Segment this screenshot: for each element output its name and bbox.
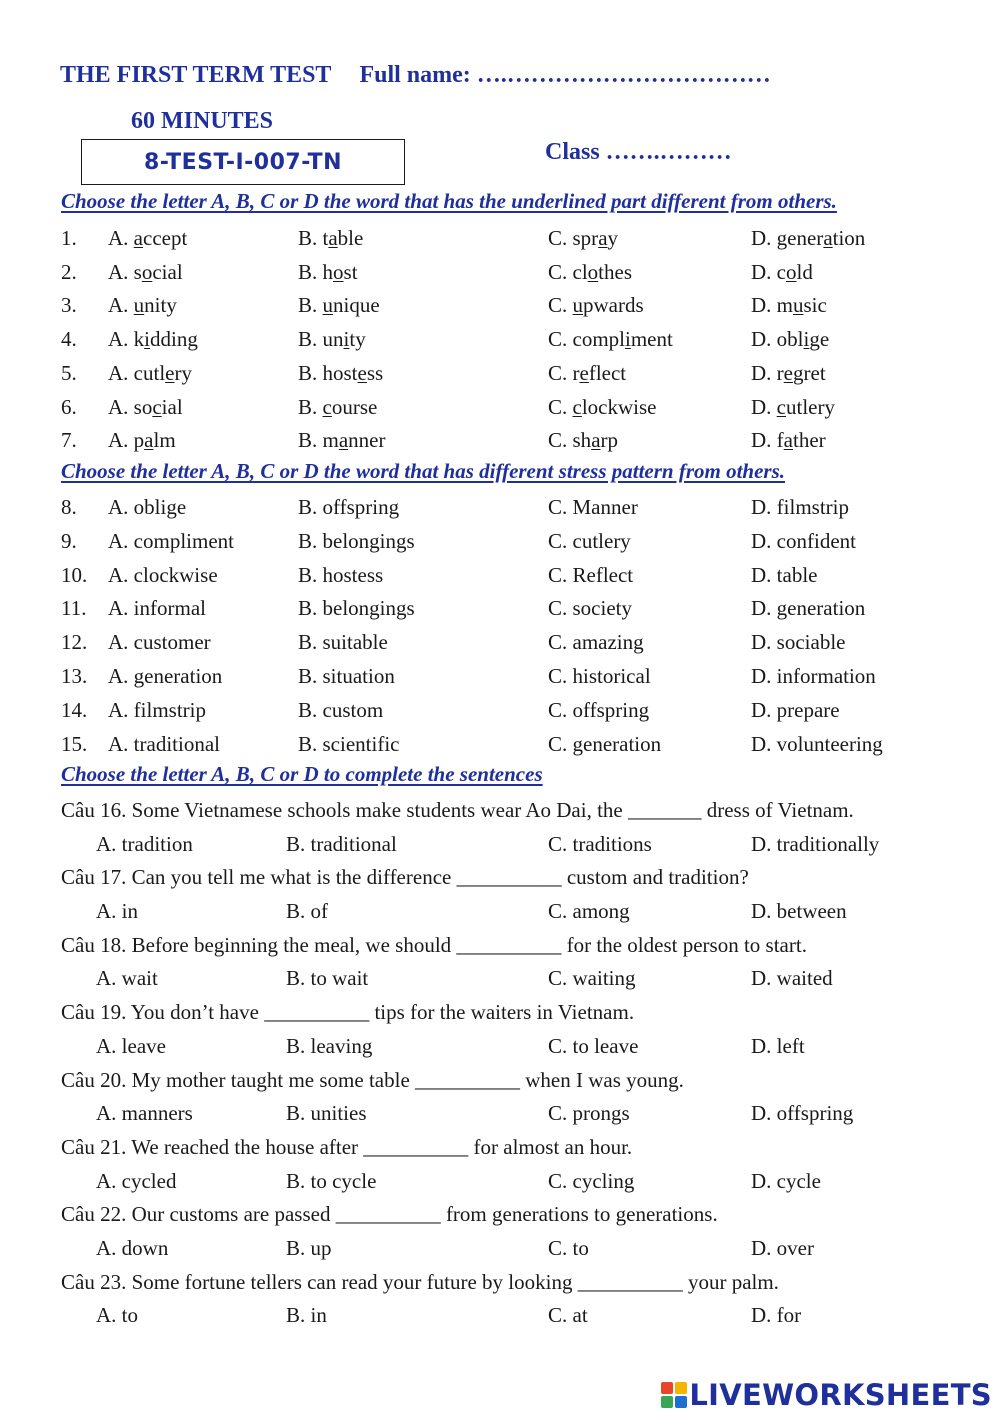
option-d: D. prepare	[751, 697, 840, 722]
option-d: D. confident	[751, 528, 856, 553]
option-a: A. traditional	[108, 731, 220, 756]
option-prefix: B. un	[298, 327, 344, 352]
logo-tile	[661, 1382, 673, 1394]
option-c: C. generation	[548, 731, 662, 756]
option-c: C. society	[548, 596, 632, 621]
option-prefix: A. s	[108, 259, 142, 284]
underlined-letters: e	[357, 360, 367, 385]
option-prefix: D. r	[751, 360, 784, 385]
question-number: 8.	[61, 495, 77, 519]
option-prefix: A.	[108, 293, 134, 318]
logo-tile	[675, 1382, 687, 1394]
test-duration: 60 MINUTES	[131, 108, 274, 134]
option-c	[548, 395, 657, 420]
logo-tile	[661, 1396, 673, 1408]
question-row	[0, 327, 1000, 357]
option-prefix: B. h	[298, 259, 334, 284]
option-c: C. among	[548, 898, 630, 923]
option-a: A. clockwise	[108, 562, 218, 587]
option-b	[298, 226, 363, 251]
option-d	[751, 395, 835, 420]
answer-options-row	[0, 1303, 1000, 1333]
option-prefix: C. compl	[548, 327, 625, 352]
question-number: 9.	[61, 528, 77, 553]
option-a: A. generation	[108, 664, 223, 688]
underlined-letters: u	[572, 293, 584, 318]
option-prefix: B.	[298, 293, 323, 318]
option-prefix: C. spr	[548, 226, 599, 250]
question-row	[0, 698, 1000, 728]
option-c: C. cutlery	[548, 528, 631, 553]
option-c	[548, 293, 644, 318]
full-name-field: Full name: ….……………………………	[359, 62, 771, 88]
option-b: B. custom	[298, 697, 384, 722]
liveworksheets-logo-icon	[661, 1382, 687, 1408]
question-text: Câu 17. Can you tell me what is the difference __________ custom and tradition?	[61, 865, 749, 890]
option-suffix: sic	[803, 293, 827, 318]
underlined-letters: e	[579, 360, 589, 385]
option-d: D. over	[751, 1235, 814, 1260]
option-prefix: D. c	[751, 259, 786, 284]
option-b: B. belongings	[298, 596, 415, 621]
question-row	[0, 529, 1000, 559]
option-suffix: nity	[144, 293, 177, 318]
answer-options-row	[0, 1169, 1000, 1199]
answer-options-row	[0, 832, 1000, 862]
underlined-letters: c	[776, 394, 786, 419]
option-d: D. sociable	[751, 630, 846, 655]
question-row	[0, 563, 1000, 593]
underlined-letters: e	[165, 360, 175, 385]
option-prefix: D. m	[751, 293, 793, 318]
underlined-letters: a	[338, 428, 349, 453]
option-suffix: thes	[598, 259, 632, 284]
question-row	[0, 293, 1000, 323]
option-prefix: C. cl	[548, 259, 588, 284]
option-d: D. between	[751, 898, 847, 923]
option-c: C. to leave	[548, 1033, 639, 1058]
option-c: C. cycling	[548, 1168, 635, 1193]
underlined-letters: i	[144, 327, 151, 352]
option-suffix: lockwise	[581, 394, 657, 419]
option-b: B. to cycle	[286, 1168, 377, 1193]
option-c	[548, 361, 626, 386]
option-b	[298, 361, 383, 386]
option-prefix: B.	[298, 394, 323, 419]
option-c: C. traditions	[548, 831, 652, 856]
question-number: 5.	[61, 360, 77, 385]
option-d: D. cycle	[751, 1168, 821, 1193]
option-a	[108, 260, 183, 285]
option-a: A. filmstrip	[108, 697, 206, 722]
underlined-letters: o	[786, 259, 797, 284]
option-b: B. in	[286, 1303, 327, 1328]
option-b: B. up	[286, 1235, 332, 1260]
brand-name: LIVEWORKSHEETS	[689, 1378, 992, 1412]
option-a: A. tradition	[96, 831, 193, 856]
section-instruction-pronunciation: Choose the letter A, B, C or D the word that has the underlined part different from others.	[61, 189, 837, 213]
option-c: C. waiting	[548, 966, 636, 991]
question-text: Câu 20. My mother taught me some table __________ when I was young.	[61, 1067, 684, 1092]
underlined-letters: o	[587, 259, 599, 284]
option-d	[751, 226, 865, 251]
option-a	[108, 428, 176, 453]
question-row	[0, 395, 1000, 425]
option-prefix: A.	[108, 226, 134, 250]
answer-options-row	[0, 1236, 1000, 1266]
option-d: D. waited	[751, 966, 833, 991]
option-prefix: C.	[548, 293, 573, 318]
option-c: C. Manner	[548, 495, 638, 519]
option-b	[298, 428, 386, 453]
option-a: A. manners	[96, 1101, 193, 1126]
option-suffix: ourse	[331, 394, 378, 419]
question-text: Câu 19. You don’t have __________ tips for the waiters in Vietnam.	[61, 1000, 635, 1025]
class-field: Class …….………	[545, 139, 732, 165]
option-prefix: D. gener	[751, 226, 824, 250]
option-prefix: C. r	[548, 360, 580, 385]
underlined-letters: i	[343, 327, 350, 352]
option-a: A. cycled	[96, 1168, 177, 1193]
question-number: 13.	[61, 664, 88, 688]
option-a: A. compliment	[108, 528, 234, 553]
option-c: C. Reflect	[548, 562, 634, 587]
option-d: D. information	[751, 664, 876, 688]
option-c: C. to	[548, 1235, 589, 1260]
option-b: B. leaving	[286, 1033, 373, 1058]
option-suffix: ment	[630, 327, 673, 352]
section-instruction-stress: Choose the letter A, B, C or D the word that has different stress pattern from others.	[61, 459, 786, 483]
option-c	[548, 428, 618, 453]
option-b	[298, 260, 358, 285]
option-d	[751, 260, 813, 285]
option-a	[108, 293, 177, 318]
option-a	[108, 327, 198, 352]
option-suffix: nique	[333, 293, 380, 318]
option-prefix: B. m	[298, 428, 339, 453]
option-prefix: C.	[548, 394, 573, 419]
underlined-letters: c	[152, 394, 162, 419]
question-text: Câu 16. Some Vietnamese schools make students wear Ao Dai, the _______ dress of Vietnam.	[61, 798, 854, 822]
option-prefix: A. so	[108, 394, 153, 419]
option-d: D. filmstrip	[751, 495, 849, 519]
question-number: 7.	[61, 428, 77, 453]
question-number: 14.	[61, 697, 88, 722]
option-prefix: A. p	[108, 428, 145, 453]
option-d	[751, 428, 826, 453]
option-suffix: st	[343, 259, 358, 284]
underlined-letters: u	[133, 293, 145, 318]
question-text: Câu 22. Our customs are passed __________ from generations to generations.	[61, 1202, 718, 1227]
option-suffix: ble	[337, 226, 364, 250]
option-c: C. at	[548, 1303, 588, 1328]
option-suffix: ial	[161, 394, 183, 419]
option-prefix: B. t	[298, 226, 329, 250]
question-row	[0, 630, 1000, 660]
option-suffix: nner	[348, 428, 386, 453]
underlined-letters: a	[144, 428, 154, 453]
option-d: D. offspring	[751, 1101, 854, 1126]
option-c	[548, 260, 632, 285]
test-title: THE FIRST TERM TEST	[60, 62, 332, 88]
option-suffix: ge	[809, 327, 830, 352]
option-prefix: D. f	[751, 428, 784, 453]
underlined-letters: a	[133, 226, 143, 250]
option-prefix: B. host	[298, 360, 358, 385]
option-suffix: ry	[174, 360, 192, 385]
option-b: B. situation	[298, 664, 395, 688]
option-suffix: ld	[796, 259, 813, 284]
option-b: B. to wait	[286, 966, 369, 991]
question-text: Câu 21. We reached the house after __________ for almost an hour.	[61, 1135, 633, 1159]
option-suffix: gret	[793, 360, 826, 385]
question-number: 4.	[61, 327, 77, 352]
question-number: 10.	[61, 562, 88, 587]
underlined-letters: o	[333, 259, 344, 284]
option-b: B. hostess	[298, 562, 384, 587]
question-row	[0, 596, 1000, 626]
option-prefix: D. obl	[751, 327, 804, 352]
option-a: A. in	[96, 898, 138, 923]
option-suffix: dding	[150, 327, 198, 352]
option-a: A. to	[96, 1303, 138, 1328]
option-prefix: C. sh	[548, 428, 592, 453]
option-a	[108, 226, 187, 251]
underlined-letters: c	[322, 394, 332, 419]
option-suffix: rp	[600, 428, 619, 453]
option-b: B. offspring	[298, 495, 400, 519]
answer-options-row	[0, 1101, 1000, 1131]
option-b: B. of	[286, 898, 328, 923]
option-suffix: ss	[366, 360, 384, 385]
underlined-letters: a	[598, 226, 608, 250]
answer-options-row	[0, 1034, 1000, 1064]
option-d: D. generation	[751, 596, 866, 621]
underlined-letters: a	[783, 428, 793, 453]
question-text: Câu 23. Some fortune tellers can read your future by looking __________ your palm.	[61, 1269, 779, 1294]
underlined-letters: c	[572, 394, 582, 419]
option-d: D. table	[751, 562, 818, 587]
option-prefix: D.	[751, 394, 777, 419]
question-row	[0, 428, 1000, 458]
option-a	[108, 395, 183, 420]
question-row	[0, 226, 1000, 256]
option-c	[548, 327, 673, 352]
underlined-letters: a	[591, 428, 601, 453]
option-c: C. historical	[548, 664, 651, 688]
underlined-letters: o	[141, 259, 153, 284]
answer-options-row	[0, 966, 1000, 996]
question-number: 12.	[61, 630, 88, 655]
option-d: D. left	[751, 1033, 805, 1058]
question-number: 1.	[61, 226, 77, 250]
option-a: A. leave	[96, 1033, 166, 1058]
option-c: C. amazing	[548, 630, 644, 655]
question-row	[0, 495, 1000, 525]
question-text: Câu 18. Before beginning the meal, we should __________ for the oldest person to start.	[61, 932, 807, 957]
question-row	[0, 664, 1000, 694]
option-b	[298, 327, 366, 352]
question-row	[0, 361, 1000, 391]
question-row	[0, 732, 1000, 762]
option-b: B. suitable	[298, 630, 388, 655]
option-d: D. volunteering	[751, 731, 883, 756]
option-suffix: ccept	[143, 226, 188, 250]
option-a: A. informal	[108, 596, 206, 621]
question-row	[0, 260, 1000, 290]
underlined-letters: i	[803, 327, 810, 352]
option-a: A. oblige	[108, 495, 187, 519]
option-a: A. wait	[96, 966, 158, 991]
option-prefix: A. cutl	[108, 360, 166, 385]
option-d	[751, 293, 827, 318]
answer-options-row	[0, 899, 1000, 929]
option-d	[751, 361, 826, 386]
underlined-letters: u	[322, 293, 334, 318]
option-b	[298, 293, 380, 318]
logo-tile	[675, 1396, 687, 1408]
question-number: 15.	[61, 731, 88, 756]
option-c	[548, 226, 618, 251]
underlined-letters: u	[793, 293, 804, 318]
option-suffix: tion	[832, 226, 866, 250]
liveworksheets-logo	[661, 1378, 992, 1412]
option-b: B. belongings	[298, 528, 415, 553]
underlined-letters: a	[823, 226, 833, 250]
option-c: C. offspring	[548, 697, 650, 722]
section-instruction-sentences: Choose the letter A, B, C or D to complete the sentences	[61, 762, 543, 786]
option-prefix: A. k	[108, 327, 145, 352]
option-d	[751, 327, 829, 352]
option-b	[298, 395, 377, 420]
option-suffix: pwards	[583, 293, 644, 318]
option-suffix: ty	[349, 327, 366, 352]
option-suffix: flect	[588, 360, 627, 385]
question-number: 6.	[61, 394, 77, 419]
option-a: A. down	[96, 1235, 169, 1260]
option-b: B. traditional	[286, 831, 397, 856]
option-a: A. customer	[108, 630, 211, 655]
underlined-letters: a	[328, 226, 338, 250]
option-suffix: lm	[153, 428, 176, 453]
question-number: 3.	[61, 293, 77, 318]
option-d: D. for	[751, 1303, 802, 1328]
question-number: 2.	[61, 259, 77, 284]
option-suffix: y	[607, 226, 619, 250]
option-suffix: utlery	[786, 394, 835, 419]
option-c: C. prongs	[548, 1101, 630, 1126]
option-suffix: ther	[793, 428, 826, 453]
option-b: B. scientific	[298, 731, 400, 756]
option-a	[108, 361, 192, 386]
underlined-letters: e	[783, 360, 793, 385]
test-code-box: 8-TEST-I-007-TN	[81, 139, 405, 185]
option-b: B. unities	[286, 1101, 367, 1126]
test-header	[60, 62, 771, 89]
question-number: 11.	[61, 596, 87, 621]
option-suffix: cial	[152, 259, 183, 284]
option-d: D. traditionally	[751, 831, 880, 856]
underlined-letters: i	[625, 327, 631, 352]
